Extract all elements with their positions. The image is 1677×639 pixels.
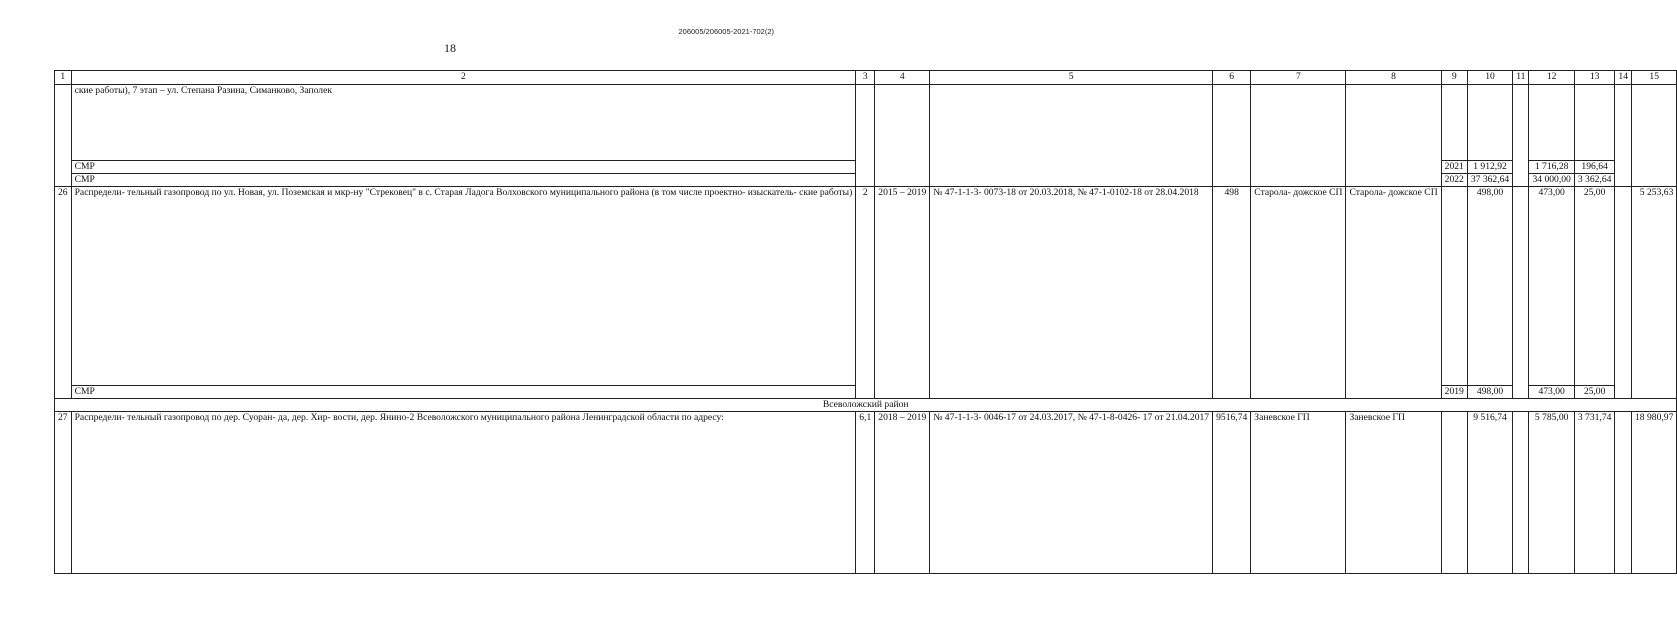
amount-cell: 3 731,74 xyxy=(1574,412,1615,574)
header-cell: 12 xyxy=(1529,71,1574,85)
period-cell: 2015 – 2019 xyxy=(875,187,930,399)
district-heading: Всеволожский район xyxy=(55,399,1677,412)
page-number: 18 xyxy=(444,41,456,55)
year-cell: 2022 xyxy=(1441,174,1467,187)
period-cell: 2018 – 2019 xyxy=(875,412,930,574)
row-number: 26 xyxy=(55,187,72,399)
amount-cell: 473,00 xyxy=(1529,187,1574,386)
amount-cell: 498,00 xyxy=(1467,187,1512,386)
settlement-cell: Старола- дожское СП xyxy=(1346,187,1441,399)
settlement-cell: Заневское ГП xyxy=(1346,412,1441,574)
header-cell: 3 xyxy=(856,71,875,85)
capacity-cell: 498 xyxy=(1213,187,1251,399)
header-cell: 8 xyxy=(1346,71,1441,85)
amount-cell: 25,00 xyxy=(1574,386,1615,399)
header-cell: 6 xyxy=(1213,71,1251,85)
settlement-cell: Старола- дожское СП xyxy=(1251,187,1346,399)
header-cell: 11 xyxy=(1513,71,1529,85)
year-cell: 2019 xyxy=(1441,386,1467,399)
total-cell: 5 253,63 xyxy=(1632,187,1677,399)
header-cell: 7 xyxy=(1251,71,1346,85)
header-cell: 10 xyxy=(1467,71,1512,85)
amount-cell: 34 000,00 xyxy=(1529,174,1574,187)
header-cell: 4 xyxy=(875,71,930,85)
amount-cell: 1 716,28 xyxy=(1529,161,1574,174)
amount-cell: 25,00 xyxy=(1574,187,1615,386)
header-cell: 14 xyxy=(1615,71,1632,85)
amount-cell: 473,00 xyxy=(1529,386,1574,399)
amount-cell: 9 516,74 xyxy=(1467,412,1512,574)
length-cell: 2 xyxy=(856,187,875,399)
amount-cell: 3 362,64 xyxy=(1574,174,1615,187)
data-table xyxy=(54,70,1677,574)
header-cell: 5 xyxy=(930,71,1213,85)
capacity-cell: 9516,74 xyxy=(1213,412,1251,574)
amount-cell: 37 362,64 xyxy=(1467,174,1512,187)
settlement-cell: Заневское ГП xyxy=(1251,412,1346,574)
header-cell: 1 xyxy=(55,71,72,85)
year-cell: 2021 xyxy=(1441,161,1467,174)
expertise-cell: № 47-1-1-3- 0046-17 от 24.03.2017, № 47-1-8-0426- 17 от 21.04.2017 xyxy=(930,412,1213,574)
object-name: Распредели- тельный газопровод по ул. Новая, ул. Поземская и мкр-ну "Стрековец" в с. Старая Ладога Волховского муниципального района (в том числе проектно- изыскатель- ские работы) xyxy=(71,187,856,386)
header-cell: 13 xyxy=(1574,71,1615,85)
expertise-cell: № 47-1-1-3- 0073-18 от 20.03.2018, № 47-1-0102-18 от 28.04.2018 xyxy=(930,187,1213,399)
header-cell: 15 xyxy=(1632,71,1677,85)
document-id: 206005/206005-2021-702(2) xyxy=(678,27,774,36)
amount-cell: 1 912,92 xyxy=(1467,161,1512,174)
total-cell: 18 980,97 xyxy=(1632,412,1677,574)
header-row xyxy=(55,71,1677,85)
amount-cell: 498,00 xyxy=(1467,386,1512,399)
header-cell: 2 xyxy=(71,71,856,85)
object-name-cont: ские работы), 7 этап – ул. Степана Разина, Симанково, Заполек xyxy=(71,85,856,161)
amount-cell: 5 785,00 xyxy=(1529,412,1574,574)
smr-label: СМР xyxy=(71,161,856,174)
object-name: Распредели- тельный газопровод по дер. Суоран- да, дер. Хир- вости, дер. Янино-2 Всеволожского муниципального района Ленинградской области по адресу: xyxy=(71,412,856,574)
row-number: 27 xyxy=(55,412,72,574)
district-row xyxy=(55,399,1677,412)
amount-cell: 196,64 xyxy=(1574,161,1615,174)
table-row xyxy=(55,187,1677,386)
smr-label: СМР xyxy=(71,174,856,187)
length-cell: 6,1 xyxy=(856,412,875,574)
table-row xyxy=(55,412,1677,574)
header-cell: 9 xyxy=(1441,71,1467,85)
table-row xyxy=(55,85,1677,161)
smr-label: СМР xyxy=(71,386,856,399)
